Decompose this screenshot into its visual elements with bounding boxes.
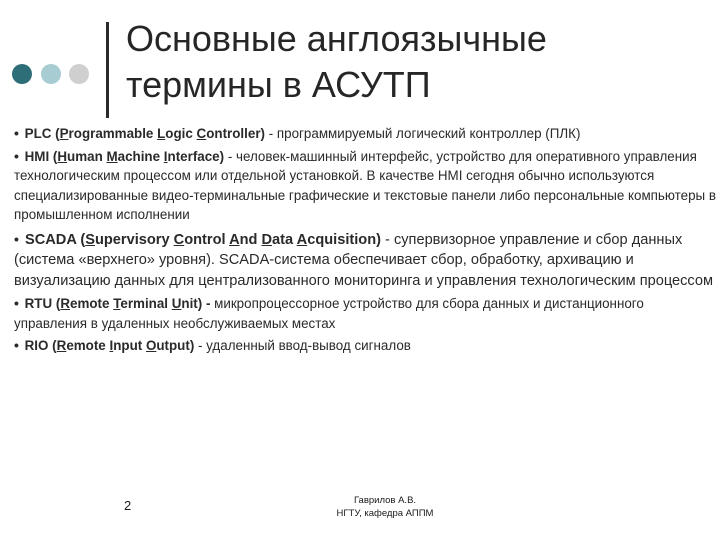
footer-author: Гаврилов А.В.: [353, 495, 417, 506]
footer-credits: [300, 494, 470, 520]
list-item-rtu: [14, 294, 718, 333]
term-rtu: RTU (Remote Terminal Unit) -: [24, 296, 211, 311]
title-divider: [106, 22, 109, 118]
term-scada: SCADA (Supervisory Control And Data Acquisition): [24, 231, 381, 248]
page-number: 2: [124, 498, 132, 513]
desc-plc: - программируемый логический контроллер (ПЛК): [265, 126, 581, 141]
bullet-icon: •: [14, 295, 19, 311]
term-rio: RIO (Remote Input Output): [24, 338, 195, 353]
bullet-icon: •: [14, 147, 19, 164]
title-line-1: Основные англоязычные: [126, 18, 547, 59]
desc-rio: - удаленный ввод-вывод сигналов: [194, 338, 411, 353]
dot-gray-icon: [69, 64, 89, 84]
term-hmi: HMI (Human Machine Interface): [24, 148, 225, 164]
slide-body: [14, 124, 718, 359]
term-plc: PLC (Programmable Logic Controller): [24, 126, 265, 141]
list-item-rio: [14, 336, 718, 356]
footer-affiliation: НГТУ, кафедра АППМ: [336, 508, 434, 519]
bullet-icon: •: [14, 230, 19, 247]
dot-light-icon: [41, 64, 61, 84]
desc-scada: - супервизорное управление и сбор данных (система «верхнего» уровня). SCADA-система обеспечивает сбор, обработку, архивацию и визуализацию данных для централизованного мониторинга и управления технологическим процессом: [14, 231, 714, 289]
desc-hmi: - человек-машинный интерфейс, устройство для оперативного управления технологическим процессом или отдельной установкой. В качестве HMI сегодня обычно используются специализированные видео-терминальные графические и текстовые панели либо персональные компьютеры в промышленном исполнении: [14, 148, 716, 222]
list-item-plc: [14, 124, 718, 144]
slide-title: [126, 16, 706, 108]
title-line-2: термины в АСУТП: [126, 64, 431, 105]
list-item-hmi: [14, 147, 718, 225]
list-item-scada: [14, 229, 718, 292]
decorative-dots: [12, 64, 94, 84]
bullet-icon: •: [14, 125, 19, 141]
desc-rtu: микропроцессорное устройство для сбора данных и дистанционного управления в удаленных необслуживаемых местах: [14, 296, 644, 331]
bullet-icon: •: [14, 337, 19, 353]
dot-dark-icon: [12, 64, 32, 84]
